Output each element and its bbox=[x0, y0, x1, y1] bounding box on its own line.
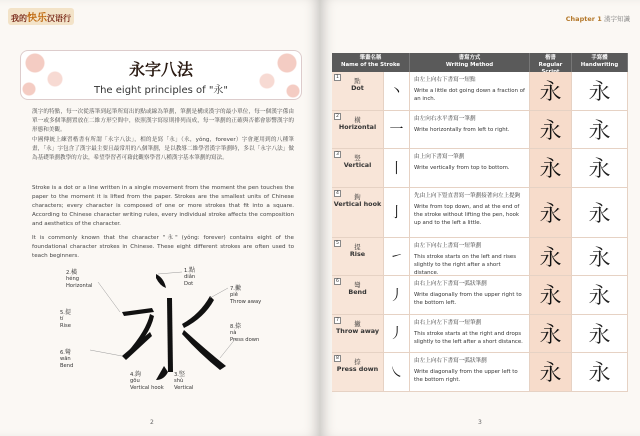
logo-part-2: 快乐 bbox=[27, 13, 47, 24]
row-name-cell: 7 撇 Throw away bbox=[332, 315, 384, 353]
series-logo bbox=[8, 8, 74, 25]
row-regular-cell: 永 bbox=[530, 238, 572, 276]
row-name-cell: 6 彎 Bend bbox=[332, 276, 384, 314]
intro-paragraph-en-1: Stroke is a dot or a line written in a single movement from the moment the pen touches the paper to the moment it is lifted from the paper. Strokes are the smallest units of Chinese characters; every character is composed of one or more strokes that fit into a square. According to Chinese character writing rules, every individual stroke affects the composition and aesthetics of the character. bbox=[32, 185, 294, 227]
diagram-label-rise: 5.提 tí Rise bbox=[60, 309, 71, 329]
diagram-label-press-down: 8.捺 nà Press down bbox=[230, 323, 260, 343]
header-writing-method: 書寫方式 Writing Method bbox=[410, 53, 530, 72]
row-handwriting-cell: 永 bbox=[572, 238, 628, 276]
stroke-horizontal bbox=[122, 308, 154, 316]
row-regular-cell: 永 bbox=[530, 149, 572, 187]
stroke-table-body bbox=[332, 72, 628, 392]
row-name-cell: 2 橫 Horizontal bbox=[332, 111, 384, 149]
stroke-vertical bbox=[167, 298, 173, 372]
table-row bbox=[332, 238, 628, 277]
row-handwriting-cell: 永 bbox=[572, 276, 628, 314]
row-stroke-cell: 丶 bbox=[384, 72, 410, 110]
row-method-cell: 由右上向左下書寫一弧狀筆劃 Write diagonally from the upper right to the bottom left. bbox=[410, 276, 530, 314]
row-name-cell: 5 提 Rise bbox=[332, 238, 384, 276]
header-handwriting: 手寫體 Handwriting bbox=[572, 53, 628, 72]
row-method-cell: 由左下向右上書寫一短筆劃 This stroke starts on the left and rises slightly to the right after a short distance. bbox=[410, 238, 530, 276]
row-stroke-cell: 丿 bbox=[384, 315, 410, 353]
diagram-label-bend: 6.彎 wān Bend bbox=[60, 349, 74, 369]
chapter-subtitle: 漢字知識 bbox=[604, 15, 630, 23]
row-method-cell: 由左向右水平書寫一筆劃 Write horizontally from left to right. bbox=[410, 111, 530, 149]
row-handwriting-cell: 永 bbox=[572, 111, 628, 149]
row-name-cell: 4 鉤 Vertical hook bbox=[332, 188, 384, 237]
table-row bbox=[332, 353, 628, 392]
chapter-tag bbox=[566, 14, 630, 23]
table-row bbox=[332, 149, 628, 188]
intro-paragraph-zh-2: 中國傳統上練習楷書有所謂「永字八法」，相的是寫「永」（永，yǒng，forever）字會運用到的八種筆畫，「永」字包含了漢字最主要且最常用的八個筆劃，是以教導二維學習漢字筆劃時，多以「永字八法」做為基礎筆劃教學的方法，希望學習者可藉此觀察學習八種漢字基本筆劃的寫法。 bbox=[32, 137, 294, 161]
stroke-table-header bbox=[332, 53, 628, 72]
right-page bbox=[320, 0, 640, 436]
row-stroke-cell: 丨 bbox=[384, 149, 410, 187]
header-stroke-name: 筆畫名稱 Name of the Stroke bbox=[332, 53, 410, 72]
row-regular-cell: 永 bbox=[530, 276, 572, 314]
header-regular-script: 楷書 Regular bbox=[530, 53, 572, 72]
table-row bbox=[332, 188, 628, 238]
row-stroke-cell: ㇏ bbox=[384, 353, 410, 391]
row-stroke-cell: 亅 bbox=[384, 188, 410, 237]
page-title-chinese: 永字八法 bbox=[128, 60, 193, 79]
page-title-english: The eight principles of "永" bbox=[93, 85, 229, 96]
diagram-label-dot: 1.點 diǎn Dot bbox=[184, 267, 196, 287]
row-handwriting-cell: 永 bbox=[572, 72, 628, 110]
row-regular-cell: 永 bbox=[530, 111, 572, 149]
row-handwriting-cell: 永 bbox=[572, 188, 628, 237]
yong-stroke-diagram bbox=[60, 268, 270, 398]
row-stroke-cell: ㇀ bbox=[384, 238, 410, 276]
diagram-label-horizontal: 2.橫 héng Horizontal bbox=[66, 269, 93, 289]
diagram-label-throw-away: 7.撇 piě Throw away bbox=[230, 285, 262, 305]
diagram-label-vertical: 3.竪 shù Vertical bbox=[174, 371, 194, 391]
row-regular-cell: 永 bbox=[530, 353, 572, 391]
logo-part-3: 汉语行 bbox=[47, 14, 71, 23]
row-method-cell: 先由上向下豎直書寫一筆劃接著向左上提鉤 Write from top down, and at the end of the stroke without lifting the pen, hook up and to the left a little. bbox=[410, 188, 530, 237]
row-method-cell: 由右上向左下書寫一短筆劃 This stroke starts at the right and drops slightly to the left after a short distance. bbox=[410, 315, 530, 353]
row-name-cell: 3 竪 Vertical bbox=[332, 149, 384, 187]
stroke-press-down bbox=[182, 330, 226, 370]
intro-paragraph-en-2: It is commonly known that the character "永" (yǒng: forever) contains eight of the foundational character strokes in Chinese. These eight different strokes are often used to teach beginners. bbox=[32, 235, 294, 259]
row-name-cell: 1 點 Dot bbox=[332, 72, 384, 110]
page-number-left: 2 bbox=[150, 419, 154, 426]
diagram-label-vertical-hook: 4.鉤 gōu Vertical hook bbox=[130, 371, 164, 391]
row-handwriting-cell: 永 bbox=[572, 315, 628, 353]
row-regular-cell: 永 bbox=[530, 72, 572, 110]
row-method-cell: 由上向下書寫一筆劃 Write vertically from top to bottom. bbox=[410, 149, 530, 187]
logo-part-1: 我的 bbox=[11, 14, 27, 23]
table-row bbox=[332, 276, 628, 315]
stroke-dot bbox=[156, 274, 166, 288]
intro-paragraph-zh-1: 漢字的特點，每一次從落筆到起筆所寫出的點或線為筆劃，筆劃是構成漢字的最小單位，每一個漢字係由單一或多個筆劃置放在二維方形空間中，依照漢字寫原則排列而成，每一筆劃的正確與否都會影響漢字的形態和美觀。 bbox=[32, 109, 294, 133]
table-row bbox=[332, 315, 628, 354]
row-method-cell: 由左上向右下書寫一弧狀筆劃 Write diagonally from the upper left to the bottom right. bbox=[410, 353, 530, 391]
title-box bbox=[20, 50, 302, 100]
chapter-label: Chapter 1 bbox=[565, 15, 602, 23]
page-number-right: 3 bbox=[478, 419, 482, 426]
row-method-cell: 由左上向右下書寫一短點 Write a little dot going down a fraction of an inch. bbox=[410, 72, 530, 110]
row-handwriting-cell: 永 bbox=[572, 353, 628, 391]
stroke-table bbox=[332, 53, 628, 392]
row-regular-cell: 永 bbox=[530, 315, 572, 353]
stroke-throw-away bbox=[182, 296, 214, 328]
table-row bbox=[332, 111, 628, 150]
row-stroke-cell: 一 bbox=[384, 111, 410, 149]
row-handwriting-cell: 永 bbox=[572, 149, 628, 187]
row-stroke-cell: 丿 bbox=[384, 276, 410, 314]
row-regular-cell: 永 bbox=[530, 188, 572, 237]
table-row bbox=[332, 72, 628, 111]
row-name-cell: 8 捺 Press down bbox=[332, 353, 384, 391]
